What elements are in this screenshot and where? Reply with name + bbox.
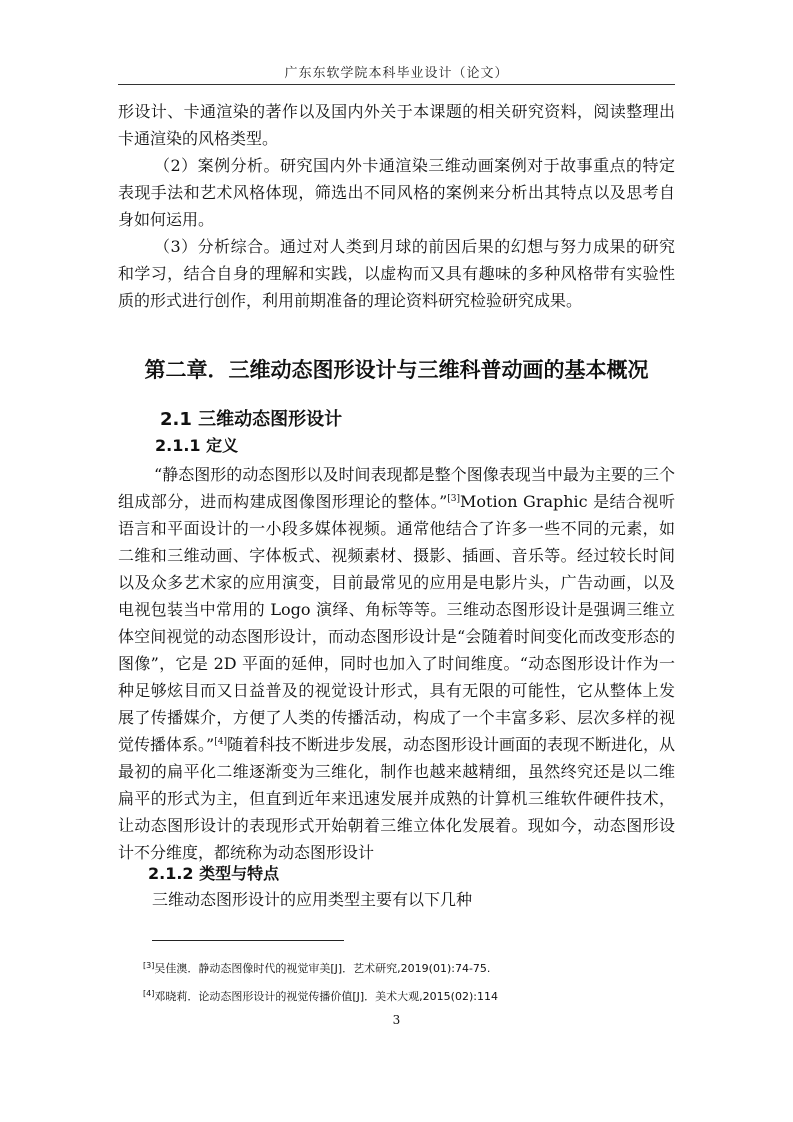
- paragraph-case-analysis: （2）案例分析。研究国内外卡通渲染三维动画案例对于故事重点的特定表现手法和艺术风格体现，筛选出不同风格的案例来分析出其特点以及思考自身如何运用。: [118, 156, 675, 229]
- quote-text: “静态图形的动态图形以及时间表现都是整个图像表现当中最为主要的三个组成部分，进而构建成图像图形理论的整体。”: [118, 465, 675, 511]
- chapter-title: 第二章．三维动态图形设计与三维科普动画的基本概况: [144, 358, 649, 382]
- footnote-text: 吴佳澳．静动态图像时代的视觉审美[J]．艺术研究,2019(01):74-75.: [154, 962, 491, 975]
- footnote-text: 邓晓莉．论动态图形设计的视觉传播价值[J]．美术大观,2015(02):114: [154, 990, 498, 1003]
- footnote-4: [143, 988, 498, 1004]
- paragraph-continued: 形设计、卡通渲染的著作以及国内外关于本课题的相关研究资料，阅读整理出卡通渲染的风格类型。: [118, 102, 675, 148]
- citation-4: [4]: [214, 737, 227, 747]
- subsection-types-title: 2.1.2 类型与特点: [148, 864, 280, 883]
- paragraph-types-intro: 三维动态图形设计的应用类型主要有以下几种: [152, 890, 473, 909]
- paragraph-definition: [118, 461, 675, 866]
- header-rule: [118, 84, 675, 85]
- citation-3: [3]: [447, 494, 460, 504]
- section-title: 2.1 三维动态图形设计: [160, 409, 343, 430]
- footnote-mark: [4]: [143, 989, 155, 998]
- footnote-mark: [3]: [143, 961, 155, 970]
- subsection-definition-title: 2.1.1 定义: [155, 436, 239, 455]
- development-text: 随着科技不断进步发展，动态图形设计画面的表现不断进化，从最初的扁平化二维逐渐变为三维化，制作也越来越精细，虽然终究还是以二维扁平的形式为主，但直到近年来迅速发展并成熟的计算机三维软件硬件技术，让动态图形设计的表现形式开始朝着三维立体化发展着。现如今，动态图形设计不分维度，都统称为动态图形设计: [118, 735, 675, 862]
- footnote-rule: [152, 940, 344, 941]
- footnote-3: [143, 960, 490, 976]
- running-header: 广东东软学院本科毕业设计（论文）: [284, 66, 509, 81]
- paragraph-synthesis: （3）分析综合。通过对人类到月球的前因后果的幻想与努力成果的研究和学习，结合自身的理解和实践，以虚构而又具有趣味的多种风格带有实验性质的形式进行创作，利用前期准备的理论资料研究检验研究成果。: [118, 237, 675, 310]
- motion-graphic-text: Motion Graphic 是结合视听语言和平面设计的一小段多媒体视频。通常他结合了许多一些不同的元素，如二维和三维动画、字体板式、视频素材、摄影、插画、音乐等。经过较长时间以及众多艺术家的应用演变，目前最常见的应用是电影片头，广告动画，以及电视包装当中常用的 Logo 演绎、角标等等。三维动态图形设计是强调三维立体空间视觉的动态图形设计，而动态图形设计是“会随着时间变化而改变形态的图像”，它是 2D 平面的延伸，同时也加入了时间维度。“动态图形设计作为一种足够炫目而又日益普及的视觉设计形式，具有无限的可能性，它从整体上发展了传播媒介，方便了人类的传播活动，构成了一个丰富多彩、层次多样的视觉传播体系。”: [118, 492, 675, 754]
- page-number: 3: [392, 1013, 401, 1027]
